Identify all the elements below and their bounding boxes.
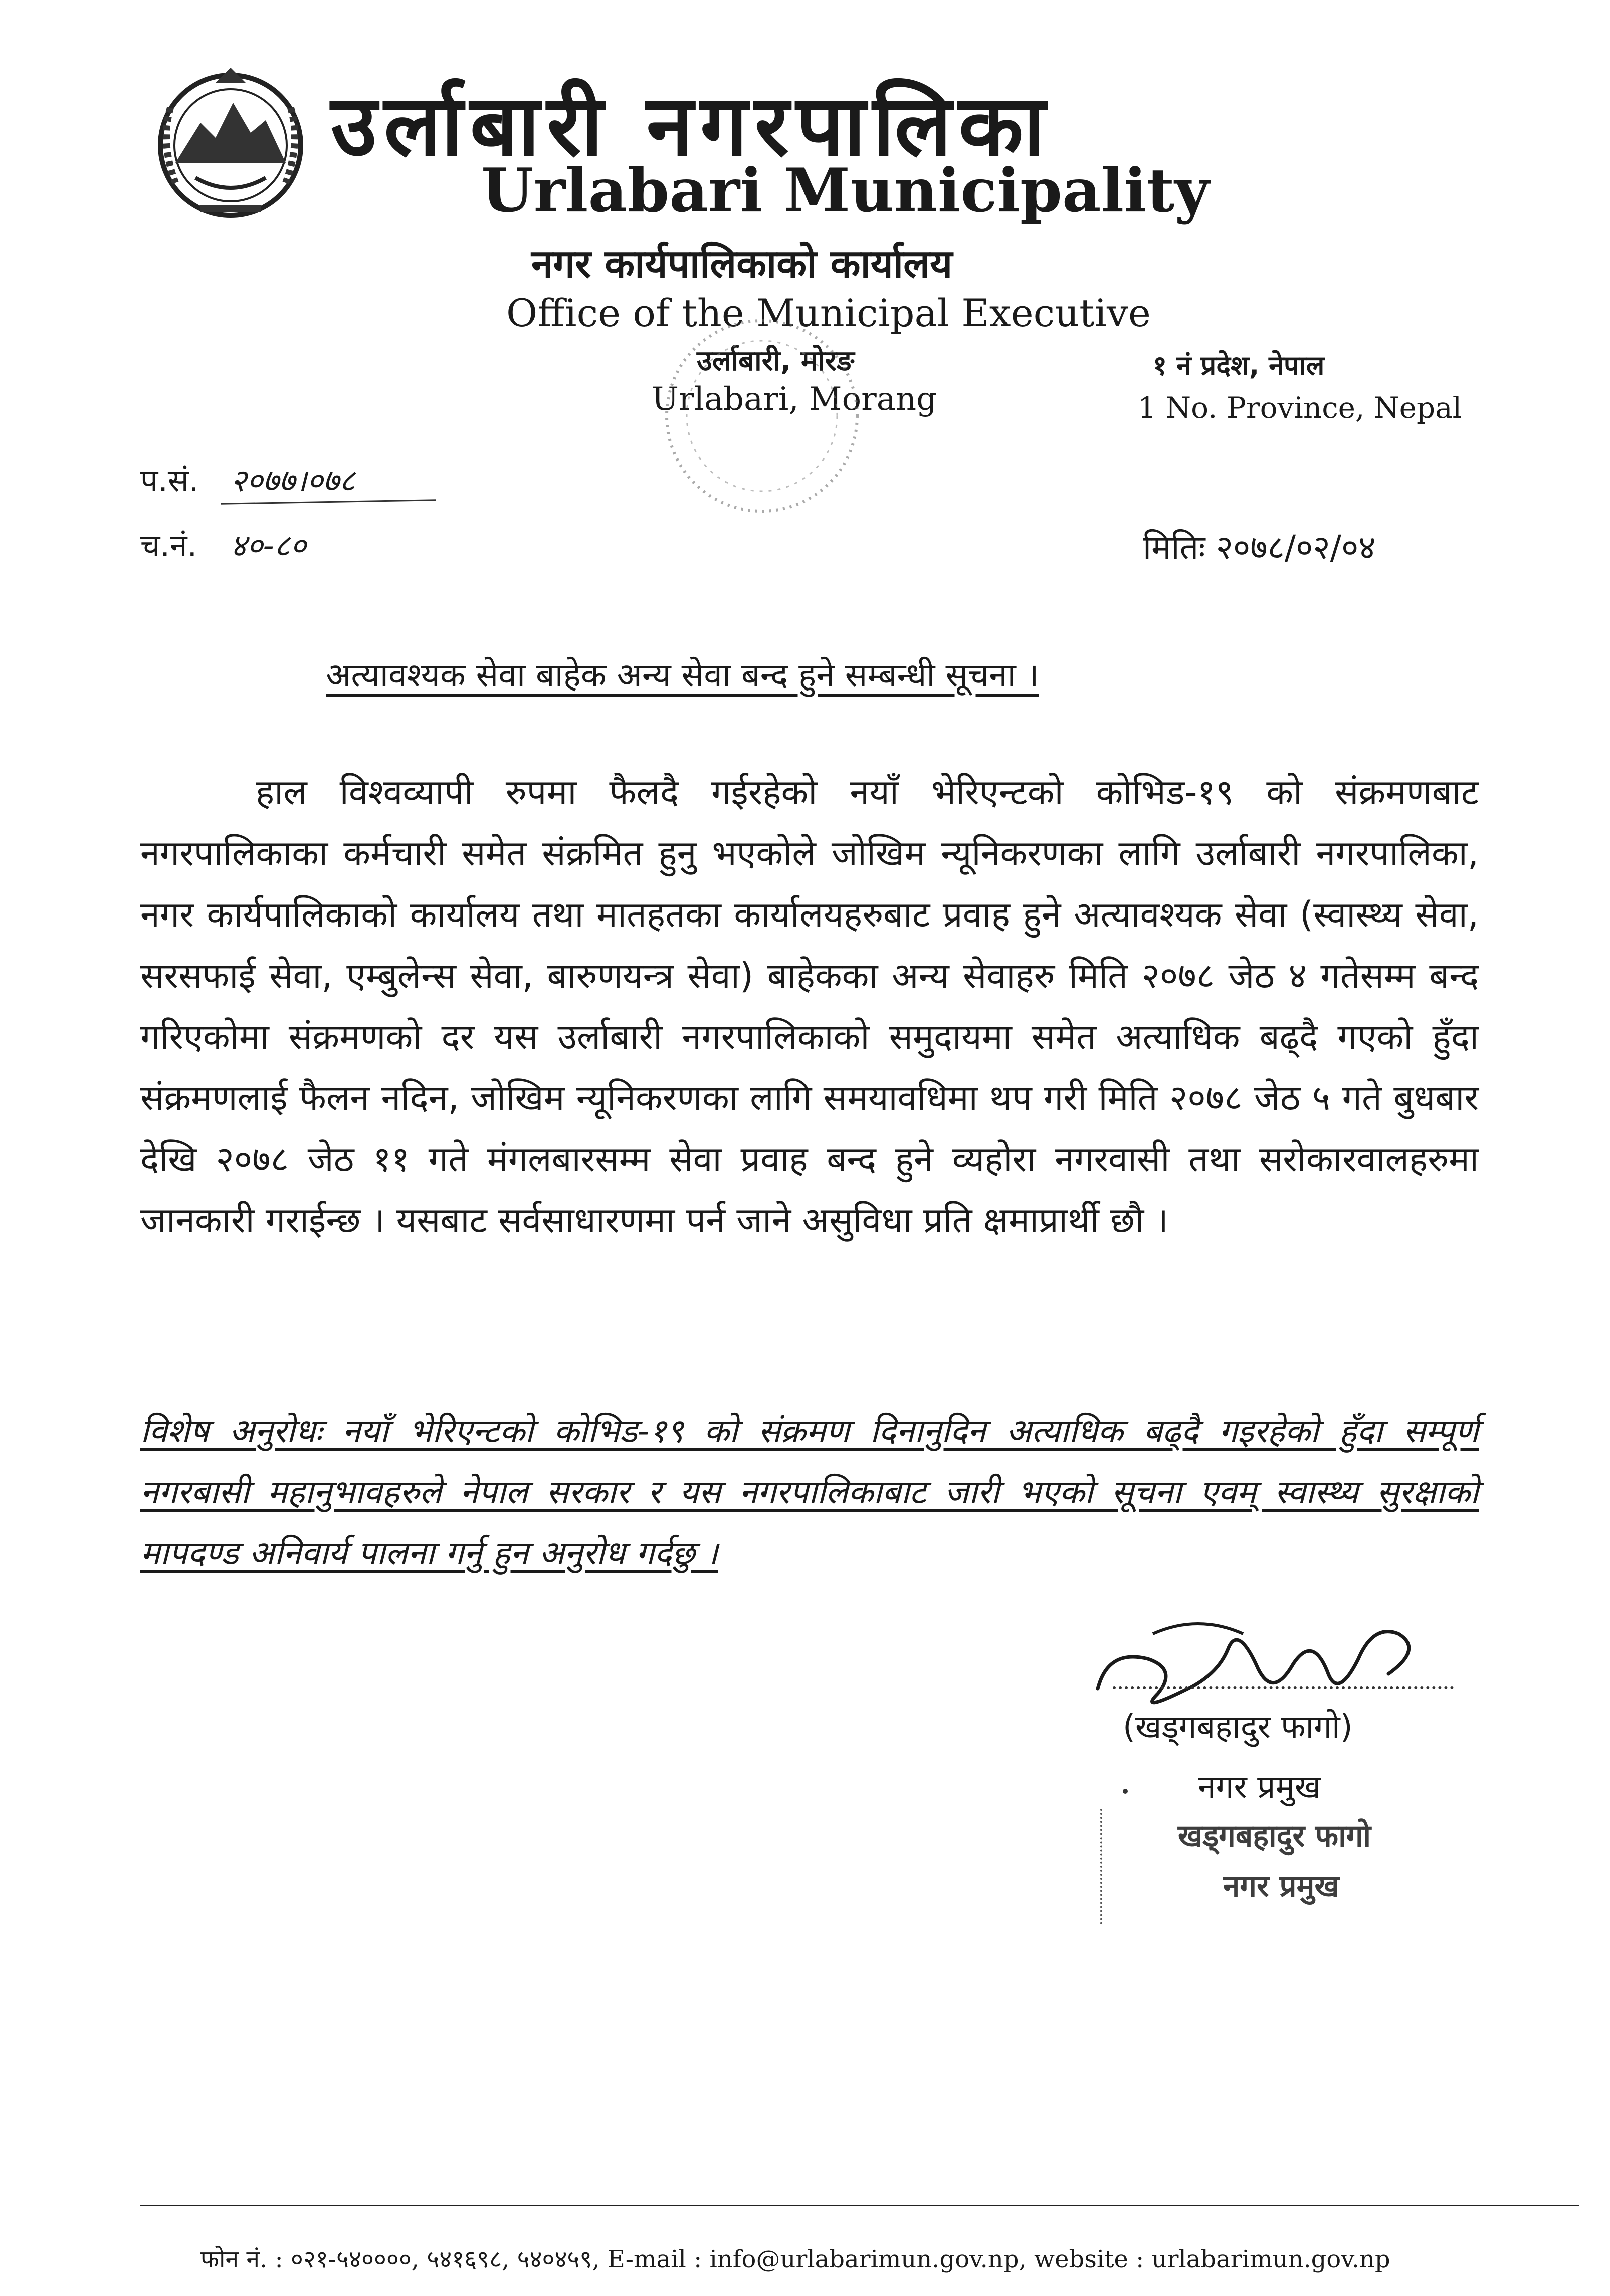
- letter-date: [1143, 524, 1494, 569]
- cn-label: च.नं.: [140, 527, 197, 564]
- notice-subject: अत्यावश्यक सेवा बाहेक अन्य सेवा बन्द हुने सम्बन्धी सूचना ।: [326, 656, 1039, 695]
- special-request: विशेष अनुरोधः नयाँ भेरिएन्टको कोभिड-१९ को संक्रमण दिनानुदिन अत्याधिक बढ्दै गइरहेको हुँदा सम्पूर्ण नगरबासी महानुभावहरुले नेपाल सरकार र यस नगरपालिकाबाट जारी भएको सूचना एवम् स्वास्थ्य सुरक्षाको मापदण्ड अनिवार्य पालना गर्नु हुन अनुरोध गर्दछु ।: [140, 1412, 1479, 1572]
- signature-line: [1113, 1686, 1454, 1689]
- stamp-signatory-title: नगर प्रमुख: [1223, 1869, 1339, 1904]
- ps-label: प.सं.: [140, 462, 199, 499]
- province-nepali: १ नं प्रदेश, नेपाल: [1153, 350, 1325, 381]
- nepal-government-emblem-icon: [140, 63, 321, 223]
- signatory-title: नगर प्रमुख: [1198, 1769, 1321, 1806]
- office-name-nepali: नगर कार्यपालिकाको कार्यालय: [531, 242, 953, 287]
- reference-cn: [140, 524, 491, 566]
- footer-divider: [140, 2205, 1579, 2206]
- letterhead-title-nepali: उर्लाबारी नगरपालिका: [331, 77, 1053, 175]
- footer-contact: फोन नं. : ०२१-५४००००, ५४१६९८, ५४०४५९, E-mail : info@urlabarimun.gov.np, website : urlabarimun.gov.np: [200, 2245, 1390, 2273]
- stamp-signatory-name: खड्गबहादुर फागो: [1178, 1818, 1371, 1854]
- office-name-english: Office of the Municipal Executive: [506, 291, 1151, 335]
- date-label: मितिः: [1143, 528, 1205, 567]
- stamp-border: [1100, 1809, 1108, 1924]
- letterhead-title-english: Urlabari Municipality: [481, 155, 1210, 226]
- office-stamp-icon: [647, 311, 877, 521]
- cn-value: ४०-८०: [230, 527, 307, 564]
- city-nepali: उर्लाबारी, मोरङ: [697, 345, 855, 377]
- date-value: २०७८/०२/०४: [1216, 528, 1376, 567]
- notice-body: हाल विश्वव्यापी रुपमा फैलदै गईरहेको नयाँ भेरिएन्टको कोभिड-१९ को संक्रमणबाट नगरपालिकाका कर्मचारी समेत संक्रमित हुनु भएकोले जोखिम न्यूनिकरणका लागि उर्लाबारी नगरपालिका, नगर कार्यपालिकाको कार्यालय तथा मातहतका कार्यालयहरुबाट प्रवाह हुने अत्यावश्यक सेवा (स्वास्थ्य सेवा, सरसफाई सेवा, एम्बुलेन्स सेवा, बारुणयन्त्र सेवा) बाहेकका अन्य सेवाहरु मिति २०७८ जेठ ४ गतेसम्म बन्द गरिएकोमा संक्रमणको दर यस उर्लाबारी नगरपालिकाको समुदायमा समेत अत्याधिक बढ्दै गएको हुँदा संक्रमणलाई फैलन नदिन, जोखिम न्यूनिकरणका लागि समयावधिमा थप गरी मिति २०७८ जेठ ५ गते बुधबार देखि २०७८ जेठ ११ गते मंगलबारसम्म सेवा प्रवाह बन्द हुने व्यहोरा नगरवासी तथा सरोकारवालहरुमा जानकारी गराईन्छ । यसबाट सर्वसाधारणमा पर्न जाने असुविधा प्रति क्षमाप्रार्थी छौ ।: [140, 772, 1479, 1241]
- dot-mark: [1123, 1789, 1128, 1794]
- city-english: Urlabari, Morang: [652, 381, 937, 418]
- province-english: 1 No. Province, Nepal: [1138, 391, 1462, 425]
- reference-ps: [140, 458, 491, 501]
- ps-value: २०७७।०७८: [230, 462, 355, 499]
- signatory-name: (खड्गबहादुर फागो): [1123, 1709, 1353, 1746]
